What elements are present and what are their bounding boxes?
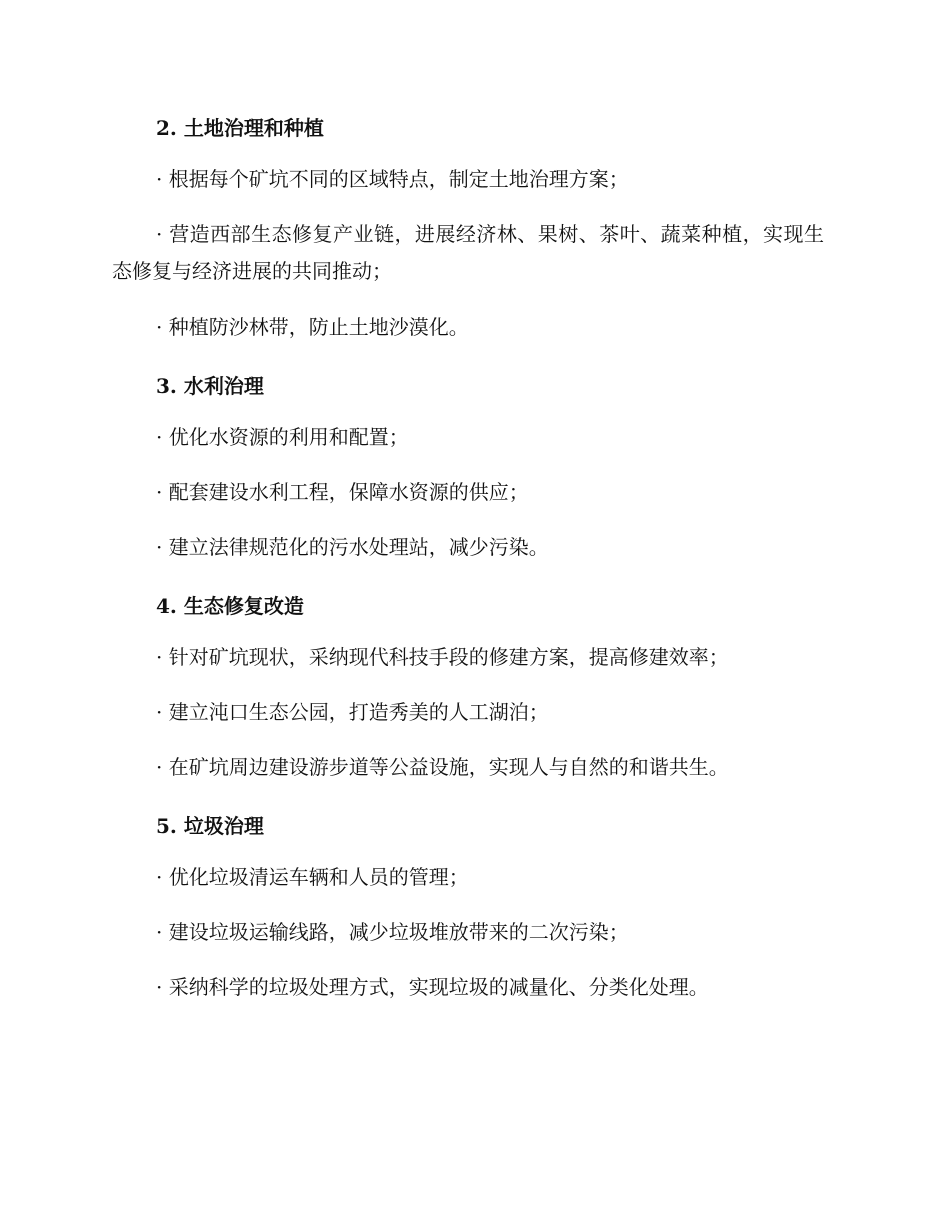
list-item: · 根据每个矿坑不同的区域特点，制定土地治理方案； bbox=[156, 167, 629, 191]
list-item: · 在矿坑周边建设游步道等公益设施，实现人与自然的和谐共生。 bbox=[156, 755, 729, 779]
section-heading-water: 3. 水利治理 bbox=[156, 374, 264, 398]
document-content bbox=[112, 106, 824, 1024]
list-item: · 营造西部生态修复产业链，进展经济林、果树、茶叶、蔬菜种植，实现生态修复与经济进展的共同推动； bbox=[112, 222, 824, 283]
list-item: · 采纳科学的垃圾处理方式，实现垃圾的减量化、分类化处理。 bbox=[156, 975, 709, 999]
section-heading-ecology: 4. 生态修复改造 bbox=[156, 594, 304, 618]
list-item: · 建立法律规范化的污水处理站，减少污染。 bbox=[156, 535, 549, 559]
list-item: · 针对矿坑现状，采纳现代科技手段的修建方案，提高修建效率； bbox=[156, 645, 729, 669]
list-item: · 建设垃圾运输线路，减少垃圾堆放带来的二次污染； bbox=[156, 920, 629, 944]
section-heading-garbage: 5. 垃圾治理 bbox=[156, 814, 264, 838]
list-item: · 优化垃圾清运车辆和人员的管理； bbox=[156, 865, 469, 889]
section-heading-land: 2. 土地治理和种植 bbox=[156, 116, 324, 140]
list-item: · 建立沌口生态公园，打造秀美的人工湖泊； bbox=[156, 700, 549, 724]
list-item: · 种植防沙林带，防止土地沙漠化。 bbox=[156, 315, 469, 339]
list-item: · 配套建设水利工程，保障水资源的供应； bbox=[156, 480, 529, 504]
list-item: · 优化水资源的利用和配置； bbox=[156, 425, 409, 449]
